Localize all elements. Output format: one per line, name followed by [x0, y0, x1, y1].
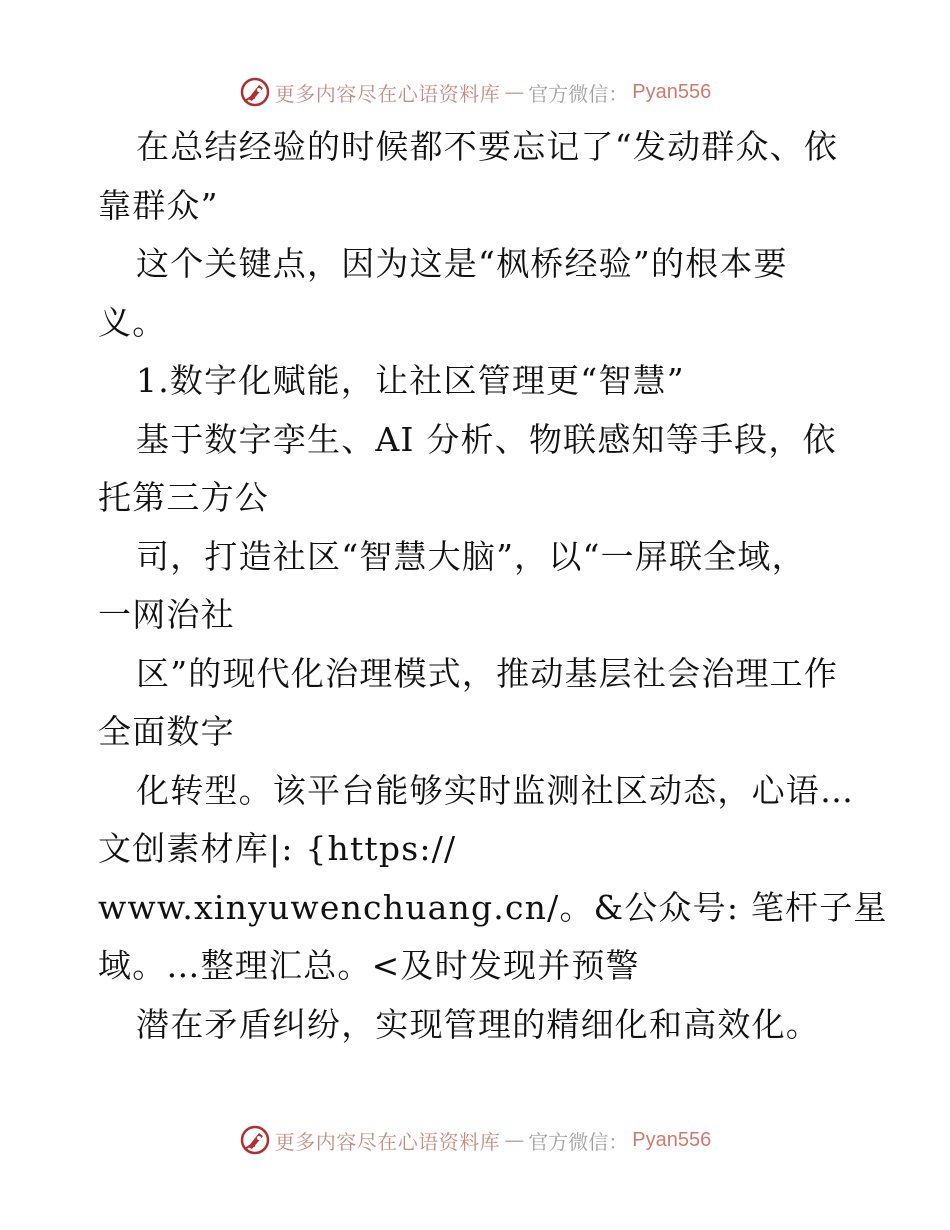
header-wechat-label: 官方微信： — [528, 81, 629, 106]
page-header — [0, 72, 950, 112]
text-line: 司，打造社区“智慧大脑”，以“一屏联全域， — [136, 536, 806, 576]
text-line: 义。 — [98, 302, 167, 342]
header-brand-text: 更多内容尽在心语资料库 — [274, 81, 501, 106]
footer-banner — [239, 1124, 711, 1156]
pen-nib-logo-icon — [239, 76, 271, 108]
text-line: 域。…整理汇总。<及时发现并预警 — [98, 946, 640, 985]
header-banner — [239, 76, 711, 108]
text-line: 这个关键点，因为这是“枫桥经验”的根本要 — [136, 244, 788, 283]
footer-brand-text: 更多内容尽在心语资料库 — [274, 1129, 501, 1154]
text-line: 全面数字 — [98, 712, 235, 751]
document-body — [98, 118, 888, 1054]
text-line: 基于数字孪生、AI 分析、物联感知等手段，依 — [136, 419, 837, 459]
text-line: www.xinyuwenchuang.cn/。&公众号: 笔杆子星 — [98, 887, 888, 927]
text-line: 化转型。该平台能够实时监测社区动态，心语… — [136, 770, 855, 810]
header-wechat-id: Pyan556 — [632, 80, 712, 103]
pen-nib-logo-icon — [239, 1124, 271, 1156]
text-line: 区”的现代化治理模式，推动基层社会治理工作 — [136, 653, 839, 693]
footer-wechat-label: 官方微信： — [528, 1129, 629, 1154]
text-line: 潜在矛盾纠纷，实现管理的精细化和高效化。 — [136, 1004, 820, 1044]
footer-wechat-id: Pyan556 — [632, 1128, 712, 1151]
text-line: 1.数字化赋能，让社区管理更“智慧” — [136, 361, 685, 400]
header-separator: — — [504, 80, 525, 104]
text-line: 一网治社 — [98, 595, 235, 634]
text-line: 在总结经验的时候都不要忘记了“发动群众、依 — [136, 127, 839, 166]
page-footer — [0, 1120, 950, 1160]
text-line: 托第三方公 — [98, 478, 269, 517]
text-line: 文创素材库|: {https:// — [98, 829, 457, 868]
text-line: 靠群众” — [98, 185, 219, 225]
footer-separator: — — [504, 1128, 525, 1152]
